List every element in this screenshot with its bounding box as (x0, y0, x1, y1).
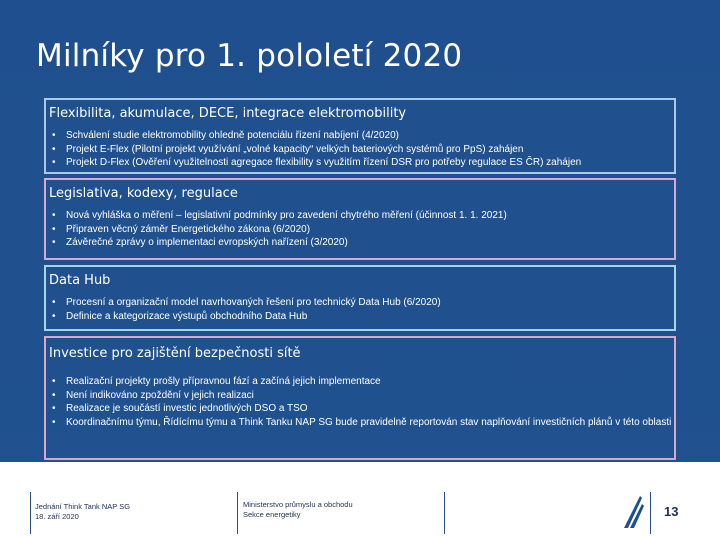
list-item-text: Schválení studie elektromobility ohledně potenciálu řízení nabíjení (4/2020) (66, 130, 399, 141)
bullet-icon: • (52, 210, 56, 221)
list-item-text: Definice a kategorizace výstupů obchodního Data Hub (66, 310, 308, 322)
list-item-text: Realizační projekty prošly přípravnou fází a začíná jejich implementace (66, 376, 381, 387)
bullet-icon: • (52, 237, 56, 248)
list-item (52, 209, 674, 223)
page-title: Milníky pro 1. pololetí 2020 (36, 38, 463, 74)
list-item (52, 310, 674, 324)
section-flexibility (44, 98, 676, 174)
list-item (52, 129, 674, 143)
list-item (52, 375, 674, 389)
bullet-list (46, 209, 674, 250)
bullet-list (46, 375, 674, 429)
footer-organization (243, 500, 353, 520)
bullet-icon: • (52, 310, 56, 322)
footer-meeting-info (35, 502, 130, 522)
footer-meeting-date: 18. září 2020 (35, 512, 79, 521)
list-item (52, 389, 674, 403)
list-item (52, 296, 674, 310)
list-item-text: Projekt D-Flex (Ověření využitelnosti agregace flexibility s využitím řízení DSR pro potřeby regulace ES ČR) zahájen (66, 157, 582, 168)
list-item-text: Koordinačnímu týmu, Řídícímu týmu a Think Tanku NAP SG bude pravidelně reportován stav naplňování investičních plánů v této oblasti (66, 416, 672, 428)
bullet-icon: • (52, 223, 56, 235)
ministry-logo-icon (620, 490, 646, 534)
list-item-text: Realizace je součástí investic jednotlivých DSO a TSO (66, 403, 308, 414)
bullet-icon: • (52, 297, 56, 308)
list-item (52, 416, 674, 430)
footer-meeting-name: Jednání Think Tank NAP SG (35, 502, 131, 511)
section-heading: Flexibilita, akumulace, DECE, integrace elektromobility (49, 106, 407, 121)
section-heading: Legislativa, kodexy, regulace (49, 186, 238, 201)
footer-divider (30, 492, 31, 534)
list-item (52, 156, 674, 170)
footer-divider (650, 492, 651, 534)
section-data-hub (44, 265, 676, 331)
list-item-text: Procesní a organizační model navrhovaných řešení pro technický Data Hub (6/2020) (66, 297, 441, 308)
list-item-text: Závěrečné zprávy o implementaci evropských nařízení (3/2020) (66, 237, 348, 248)
bullet-list (46, 296, 674, 323)
list-item (52, 223, 674, 237)
section-investments (44, 336, 676, 460)
section-legislation (44, 178, 676, 260)
list-item (52, 402, 674, 416)
bullet-icon: • (52, 389, 56, 401)
footer-section: Sekce energetiky (243, 510, 301, 519)
footer-divider (444, 492, 445, 534)
bullet-icon: • (52, 376, 56, 387)
page-number: 13 (664, 504, 679, 519)
footer-ministry: Ministerstvo průmyslu a obchodu (243, 500, 353, 509)
list-item-text: Není indikováno zpoždění v jejich realizaci (66, 389, 254, 401)
footer (0, 462, 720, 540)
bullet-icon: • (52, 157, 56, 168)
bullet-list (46, 129, 674, 170)
bullet-icon: • (52, 130, 56, 141)
bullet-icon: • (52, 143, 56, 155)
section-heading: Investice pro zajištění bezpečnosti sítě (49, 346, 301, 361)
list-item (52, 236, 674, 250)
list-item-text: Projekt E-Flex (Pilotní projekt využívání „volné kapacity“ velkých bateriových systémů pro PpS) zahájen (66, 143, 524, 155)
bullet-icon: • (52, 403, 56, 414)
list-item-text: Nová vyhláška o měření – legislativní podmínky pro zavedení chytrého měření (účinnost 1. 1. 2021) (66, 210, 507, 221)
list-item-text: Připraven věcný záměr Energetického zákona (6/2020) (66, 223, 311, 235)
section-heading: Data Hub (49, 273, 111, 288)
bullet-icon: • (52, 416, 56, 428)
footer-divider (237, 492, 238, 534)
list-item (52, 143, 674, 157)
